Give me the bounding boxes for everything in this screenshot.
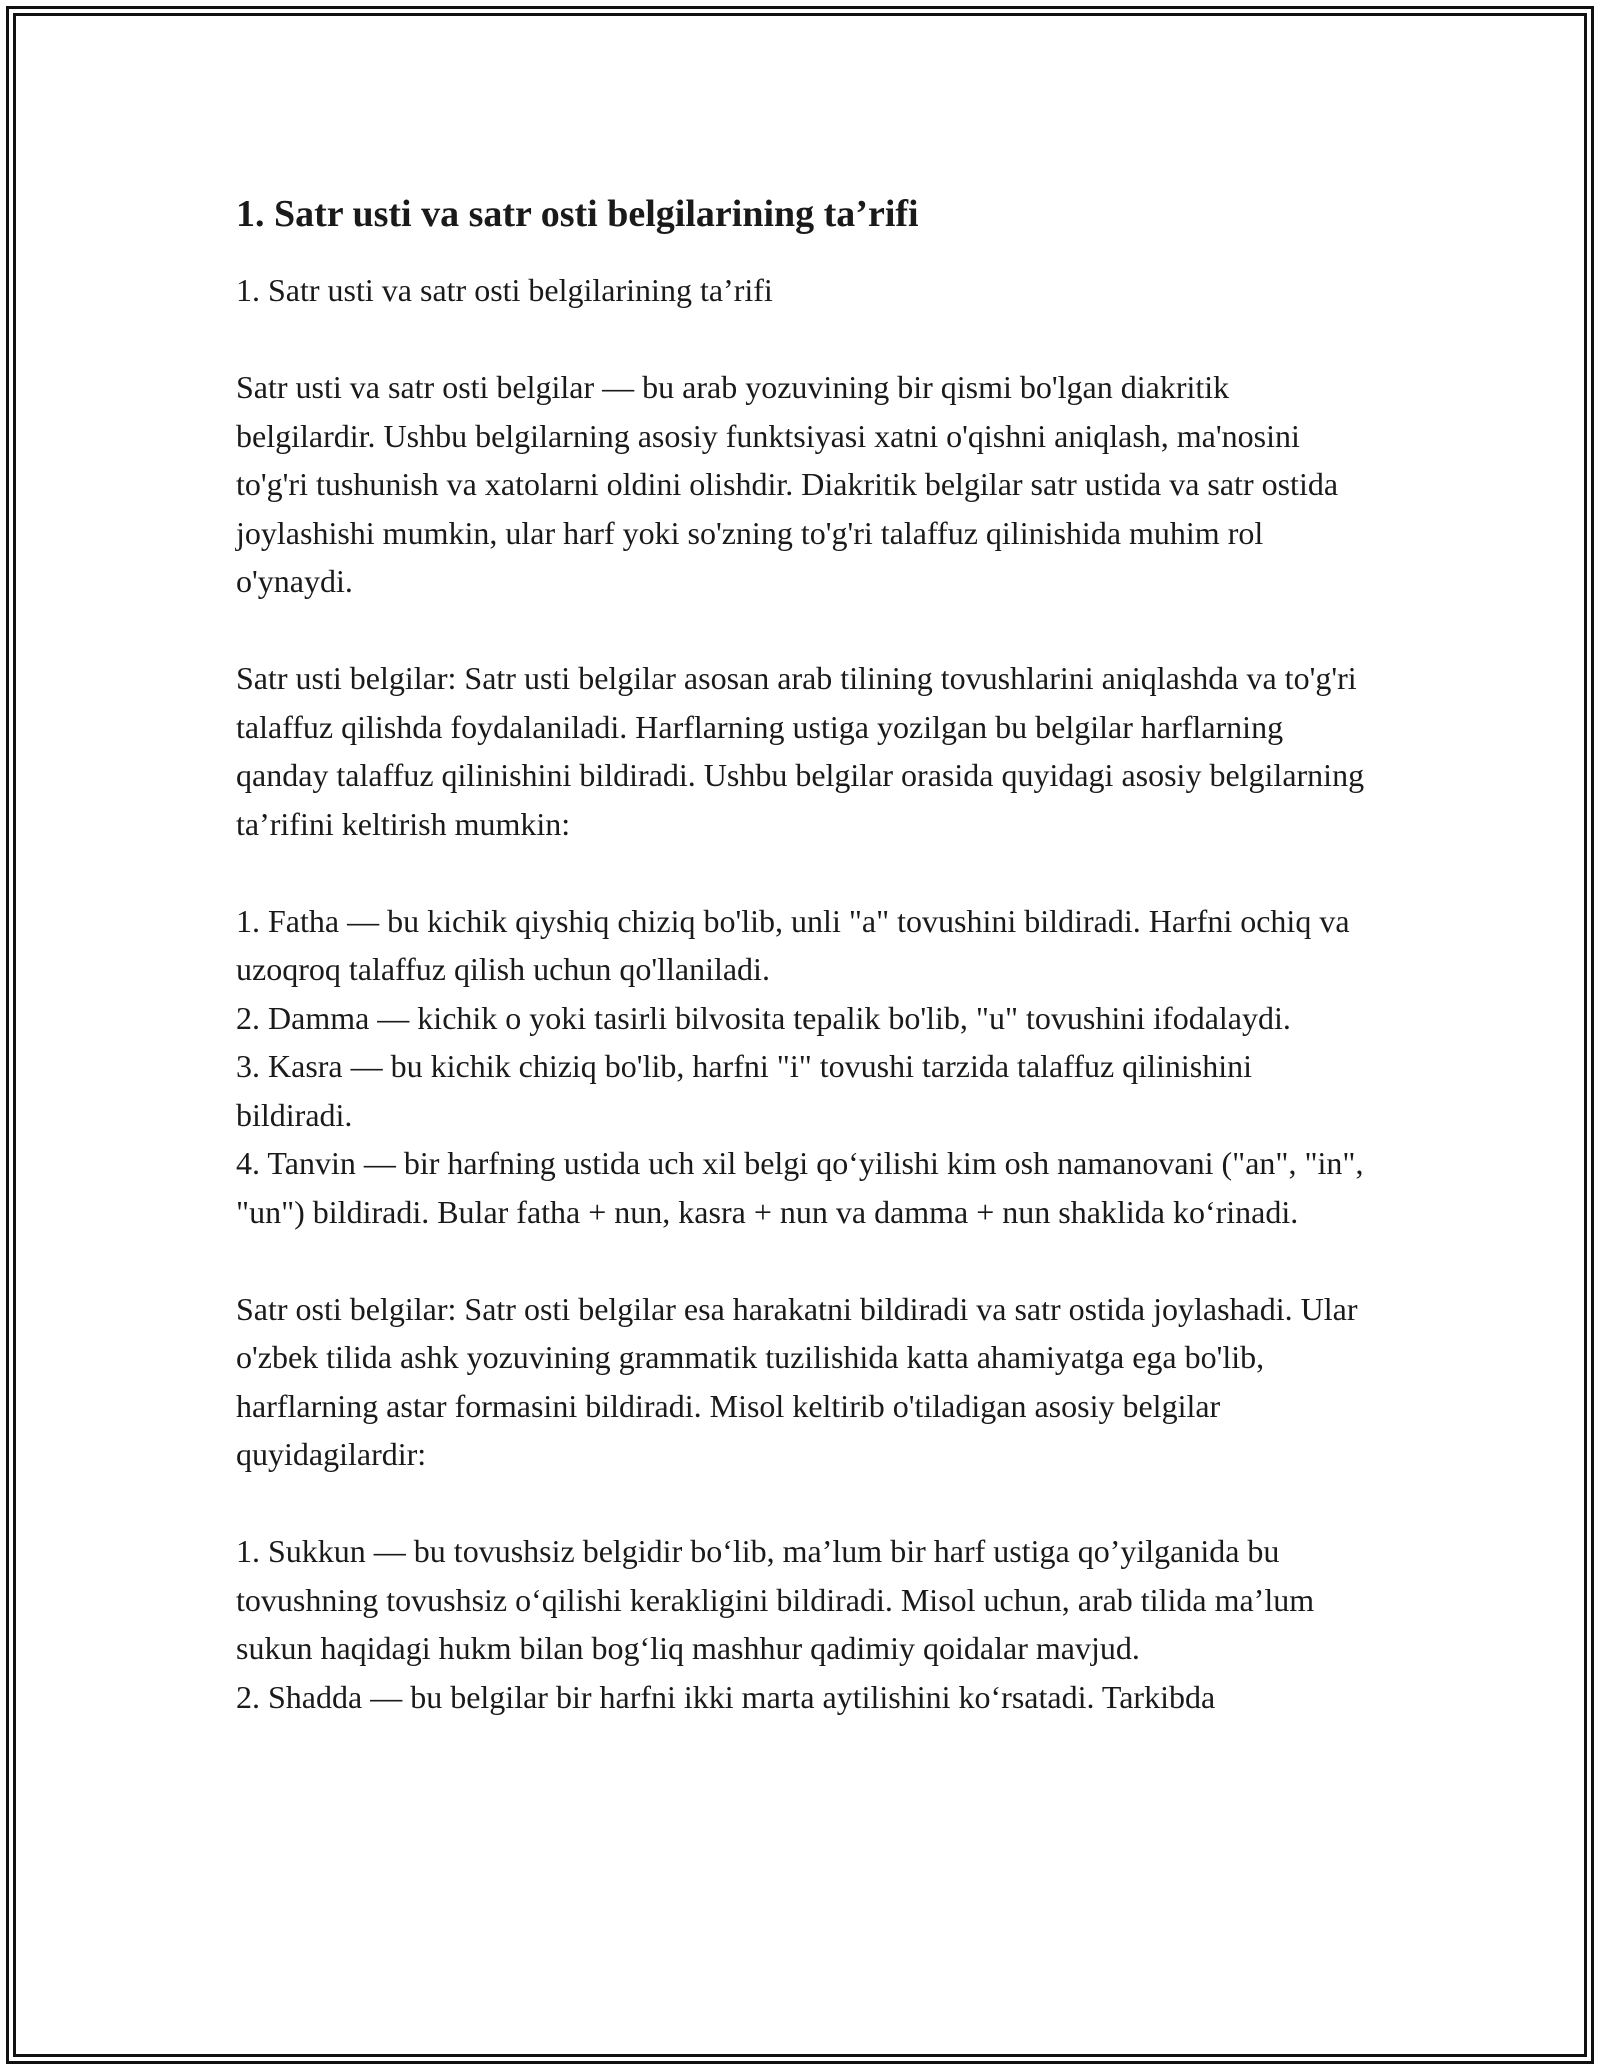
document-heading: 1. Satr usti va satr osti belgilarining ta’rifi	[236, 193, 919, 235]
list-item: 4. Tanvin — bir harfning ustida uch xil belgi qo‘yilishi kim osh namanovani ("an", "in", "un") bildiradi. Bular fatha + nun, kasra + nun va damma + nun shaklida ko‘rinadi.	[236, 1145, 1364, 1230]
list-item: 3. Kasra — bu kichik chiziq bo'lib, harfni "i" tovushi tarzida talaffuz qilinishini bildiradi.	[236, 1048, 1252, 1133]
below-line-marks-list	[236, 1527, 1376, 1721]
list-item: 1. Fatha — bu kichik qiyshiq chiziq bo'lib, unli "a" tovushini bildiradi. Harfni ochiq va uzoqroq talaffuz qilish uchun qo'llaniladi.	[236, 902, 1350, 987]
list-item: 1. Sukkun — bu tovushsiz belgidir bo‘lib, ma’lum bir harf ustiga qo’yilganida bu tovushning tovushsiz o‘qilishi kerakligini bildiradi. Misol uchun, arab tilida ma’lum sukun haqidagi hukm bilan bog‘liq mashhur qadimiy qoidalar mavjud.	[236, 1533, 1315, 1666]
list-item: 2. Shadda — bu belgilar bir harfni ikki marta aytilishini ko‘rsatadi. Tarkibda	[236, 1678, 1216, 1715]
intro-paragraph: Satr usti va satr osti belgilar — bu arab yozuvining bir qismi bo'lgan diakritik belgilardir. Ushbu belgilarning asosiy funktsiyasi xatni o'qishni aniqlash, ma'nosini to'g'ri tushunish va xatolarni oldini olishdir. Diakritik belgilar satr ustida va satr ostida joylashishi mumkin, ular harf yoki so'zning to'g'ri talaffuz qilinishida muhim rol o'ynaydi.	[236, 369, 1339, 599]
list-item: 2. Damma — kichik o yoki tasirli bilvosita tepalik bo'lib, "u" tovushini ifodalaydi.	[236, 999, 1291, 1036]
above-line-marks-paragraph: Satr usti belgilar: Satr usti belgilar asosan arab tilining tovushlarini aniqlashda va to'g'ri talaffuz qilishda foydalaniladi. Harflarning ustiga yozilgan bu belgilar harflarning qanday talaffuz qilinishini bildiradi. Ushbu belgilar orasida quyidagi asosiy belgilarning ta’rifini keltirish mumkin:	[236, 660, 1365, 842]
below-line-marks-paragraph: Satr osti belgilar: Satr osti belgilar esa harakatni bildiradi va satr ostida joylashadi. Ular o'zbek tilida ashk yozuvining grammatik tuzilishida katta ahamiyatga ega bo'lib, harflarning astar formasini bildiradi. Misol keltirib o'tiladigan asosiy belgilar quyidagilardir:	[236, 1290, 1358, 1472]
document-body	[236, 186, 1376, 1721]
above-line-marks-list	[236, 897, 1376, 1237]
document-subtitle: 1. Satr usti va satr osti belgilarining ta’rifi	[236, 272, 773, 308]
